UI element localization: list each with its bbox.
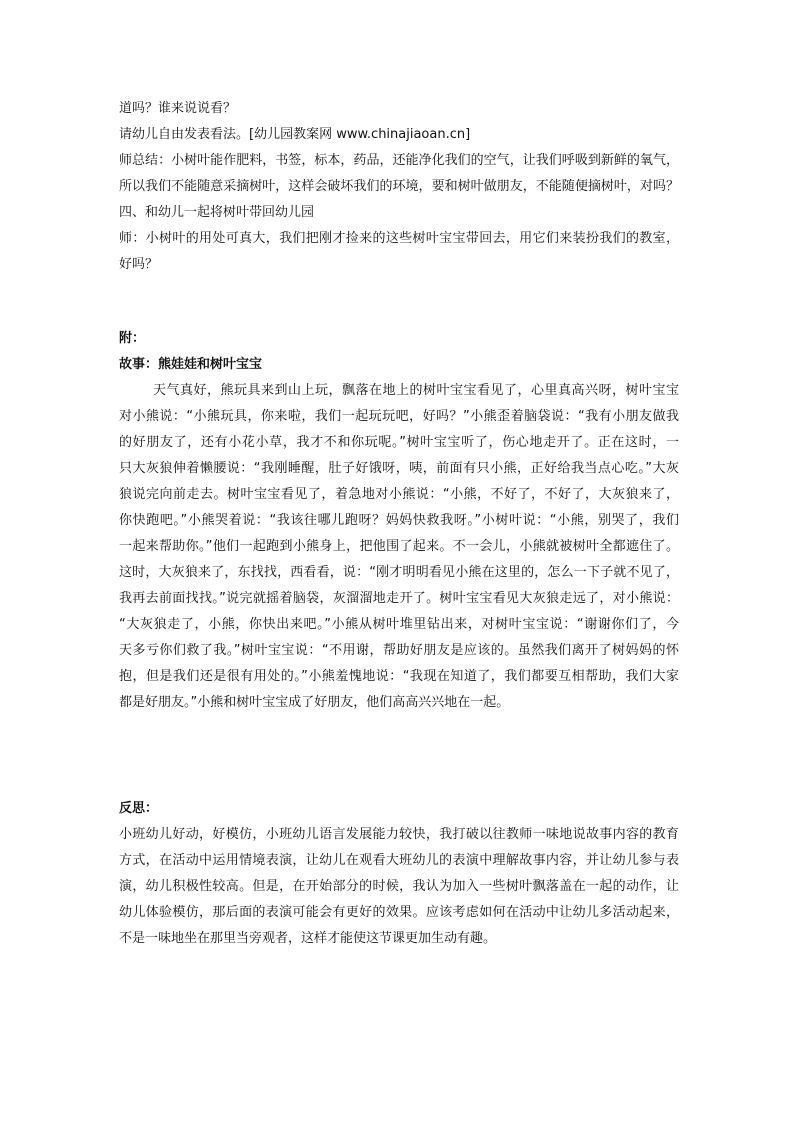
story-title: 故事：熊娃娃和树叶宝宝 (119, 357, 263, 372)
story-line: 我再去前面找找。”说完就摇着脑袋，灰溜溜地走开了。树叶宝宝看见大灰狼走远了，对小熊说： (119, 591, 679, 606)
lesson-continuation-section (119, 96, 679, 278)
reflection-line: 不是一味地坐在那里当旁观者，这样才能使这节课更加生动有趣。 (119, 931, 497, 946)
reflection-line: 演，幼儿积极性较高。但是，在开始部分的时候，我认为加入一些树叶飘落盖在一起的动作，让 (119, 879, 679, 894)
step-heading: 四、和幼儿一起将树叶带回幼儿园 (119, 205, 315, 220)
appendix-heading: 附： (119, 331, 146, 346)
story-line: 对小熊说：“小熊玩具，你来啦，我们一起玩玩吧，好吗？”小熊歪着脑袋说：“我有小朋友做我 (119, 409, 679, 424)
reflection-line: 小班幼儿好动，好模仿，小班幼儿语言发展能力较快，我打破以往教师一味地说故事内容的教育 (119, 827, 679, 842)
story-line: 抱，但是我们还是很有用处的。”小熊羞愧地说：“我现在知道了，我们都要互相帮助，我们大家 (119, 669, 679, 684)
story-line: 天气真好，熊玩具来到山上玩，飘落在地上的树叶宝宝看见了，心里真高兴呀，树叶宝宝 (153, 383, 679, 398)
story-line: 天多亏你们救了我。”树叶宝宝说：“不用谢，帮助好朋友是应该的。虽然我们离开了树妈妈的怀 (119, 643, 679, 658)
reflection-line: 方式，在活动中运用情境表演，让幼儿在观看大班幼儿的表演中理解故事内容，并让幼儿参与表 (119, 853, 679, 868)
story-line: 都是好朋友。”小熊和树叶宝宝成了好朋友，他们高高兴兴地在一起。 (119, 695, 510, 710)
story-line: 这时，大灰狼来了，东找找，西看看，说：“刚才明明看见小熊在这里的，怎么一下子就不见了， (119, 565, 679, 580)
story-line: “大灰狼走了，小熊，你快出来吧。”小熊从树叶堆里钻出来，对树叶宝宝说：“谢谢你们了，今 (119, 617, 679, 632)
story-line: 一起来帮助你。”他们一起跑到小熊身上，把他围了起来。不一会儿，小熊就被树叶全都遮住了。 (119, 539, 679, 554)
appendix-section (119, 326, 679, 716)
reflection-section (119, 796, 679, 952)
paragraph-line: 师：小树叶的用处可真大，我们把刚才捡来的这些树叶宝宝带回去，用它们来装扮我们的教室， (119, 231, 679, 246)
paragraph-line: 道吗？谁来说说看？ (119, 101, 237, 116)
story-line: 狼说完向前走去。树叶宝宝看见了，着急地对小熊说：“小熊，不好了，不好了，大灰狼来了， (119, 487, 679, 502)
story-line: 只大灰狼伸着懒腰说：“我刚睡醒，肚子好饿呀，咦，前面有只小熊，正好给我当点心吃。”大灰 (119, 461, 679, 476)
story-line: 的好朋友了，还有小花小草，我才不和你玩呢。”树叶宝宝听了，伤心地走开了。正在这时，一 (119, 435, 679, 450)
reflection-heading: 反思： (119, 801, 159, 816)
paragraph-line: 好吗？ (119, 257, 159, 272)
story-line: 你快跑吧。”小熊哭着说：“我该往哪儿跑呀？妈妈快救我呀。”小树叶说：“小熊，别哭了，我们 (119, 513, 679, 528)
reflection-line: 幼儿体验模仿，那后面的表演可能会有更好的效果。应该考虑如何在活动中让幼儿多活动起来， (119, 905, 679, 920)
paragraph-line: 师总结：小树叶能作肥料，书签，标本，药品，还能净化我们的空气，让我们呼吸到新鲜的氧气， (119, 153, 679, 168)
paragraph-line: 请幼儿自由发表看法。[幼儿园教案网 www.chinajiaoan.cn] (119, 127, 471, 142)
paragraph-line: 所以我们不能随意采摘树叶，这样会破坏我们的环境，要和树叶做朋友，不能随便摘树叶，对吗？ (119, 179, 679, 194)
